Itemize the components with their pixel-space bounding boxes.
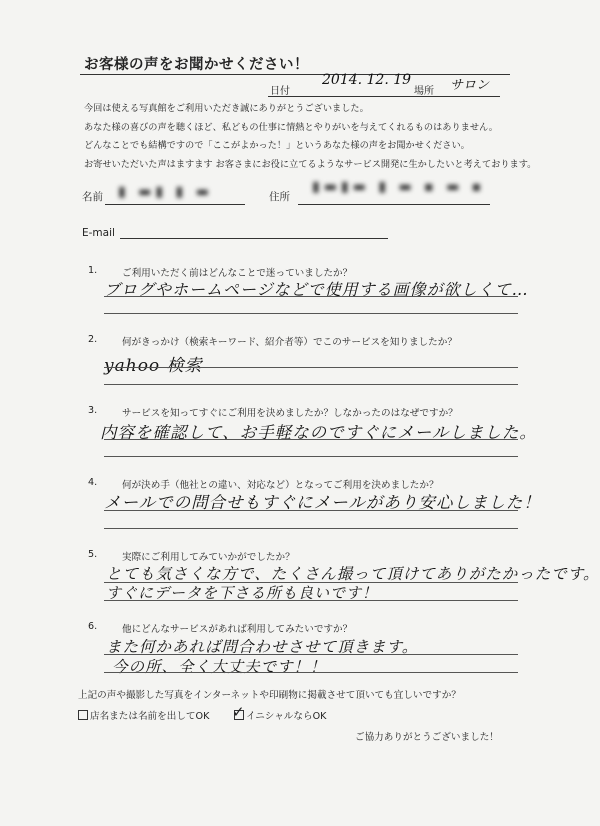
question-number: 5. — [88, 549, 98, 560]
address-redacted: ▮▬▮▬ ▮ ▬ ▪ ▬ ▪ — [312, 179, 486, 195]
intro-line: あなた様の喜びの声を聴くほど、私どもの仕事に情熱とやりがいを与えてくれるものはありません。 — [84, 121, 498, 133]
date-value: 2014. 12. 19 — [322, 72, 412, 88]
answer-line — [104, 600, 518, 601]
answer-line — [104, 672, 518, 673]
question-number: 6. — [88, 621, 98, 632]
question-number: 2. — [88, 334, 98, 345]
answer-text: 今の所、全く大丈夫です！！ — [112, 658, 327, 676]
answer-line — [104, 654, 518, 655]
place-value: サロン — [450, 78, 490, 93]
answer-line — [104, 296, 518, 297]
option-initial[interactable] — [234, 708, 326, 722]
checkmark-icon: ✓ — [232, 703, 245, 721]
intro-line: どんなことでも結構ですので「ここがよかった！」というあなた様の声をお聞かせください。 — [84, 140, 470, 151]
email-label: E-mail — [82, 227, 115, 239]
date-label: 日付 — [270, 86, 290, 97]
address-underline — [298, 204, 490, 205]
intro-text — [84, 100, 536, 174]
answer-line — [104, 510, 518, 511]
question-number: 4. — [88, 477, 98, 488]
answer-line — [104, 313, 518, 314]
place-label: 場所 — [414, 86, 434, 97]
option-full-name-label: 店名または名前を出してOK — [90, 711, 210, 722]
form-title: お客様の声をお聞かせください！ — [84, 57, 309, 73]
name-underline — [105, 204, 245, 205]
intro-line: お寄せいただいた声はますます お客さまにお役に立てるようなサービス開発に生かしたいと考えております。 — [84, 158, 537, 170]
answer-text: また何かあれば問合わせさせて頂きます。 — [106, 638, 419, 656]
question-number: 3. — [88, 405, 98, 416]
question-text: ご利用いただく前はどんなことで迷っていましたか？ — [122, 268, 353, 279]
answer-text: 内容を確認して、お手軽なのですぐにメールしました。 — [100, 423, 537, 442]
answer-text: メールでの問合せもすぐにメールがあり安心しました！ — [104, 493, 541, 512]
question-text: 何が決め手（他社との違い、対応など）となってご利用を決めましたか？ — [122, 480, 439, 491]
intro-line: 今回は使える写真館をご利用いただき誠にありがとうございました。 — [84, 103, 369, 114]
answer-line — [104, 439, 518, 440]
option-full-name[interactable] — [78, 708, 209, 722]
publish-permission-question: 上記の声や撮影した写真をインターネットや印刷物に掲載させて頂いても宜しいですか？ — [78, 690, 461, 701]
question-text: 他にどんなサービスがあれば利用してみたいですか？ — [122, 624, 353, 635]
title-underline — [80, 74, 510, 75]
question-text: サービスを知ってすぐにご利用を決めましたか？しなかったのはなぜですか？ — [122, 408, 458, 419]
answer-line — [104, 367, 518, 368]
answer-text: ブログやホームページなどで使用する画像が欲しくて… — [104, 280, 529, 299]
answer-text: yahoo 検索 — [104, 356, 203, 376]
address-label: 住所 — [269, 191, 290, 203]
question-text: 実際にご利用してみていかがでしたか？ — [122, 552, 295, 563]
date-underline — [268, 96, 500, 97]
answer-text: すぐにデータを下さる所も良いです！ — [106, 584, 379, 602]
answer-line — [104, 528, 518, 529]
answer-line — [104, 582, 518, 583]
name-redacted: ▮ ▬▮ ▮ ▬ — [118, 184, 213, 200]
checkbox-full-name[interactable] — [78, 710, 88, 720]
option-initial-label: イニシャルならOK — [246, 711, 327, 722]
question-number: 1. — [88, 265, 98, 276]
answer-line — [104, 456, 518, 457]
question-text: 何がきっかけ（検索キーワード、紹介者等）でこのサービスを知りましたか？ — [122, 337, 457, 348]
answer-line — [104, 384, 518, 385]
answer-text: とても気さくな方で、たくさん撮って頂けてありがたかったです。 — [106, 565, 600, 583]
name-label: 名前 — [82, 191, 103, 203]
email-underline — [120, 238, 388, 239]
thanks-text: ご協力ありがとうございました！ — [355, 732, 499, 743]
